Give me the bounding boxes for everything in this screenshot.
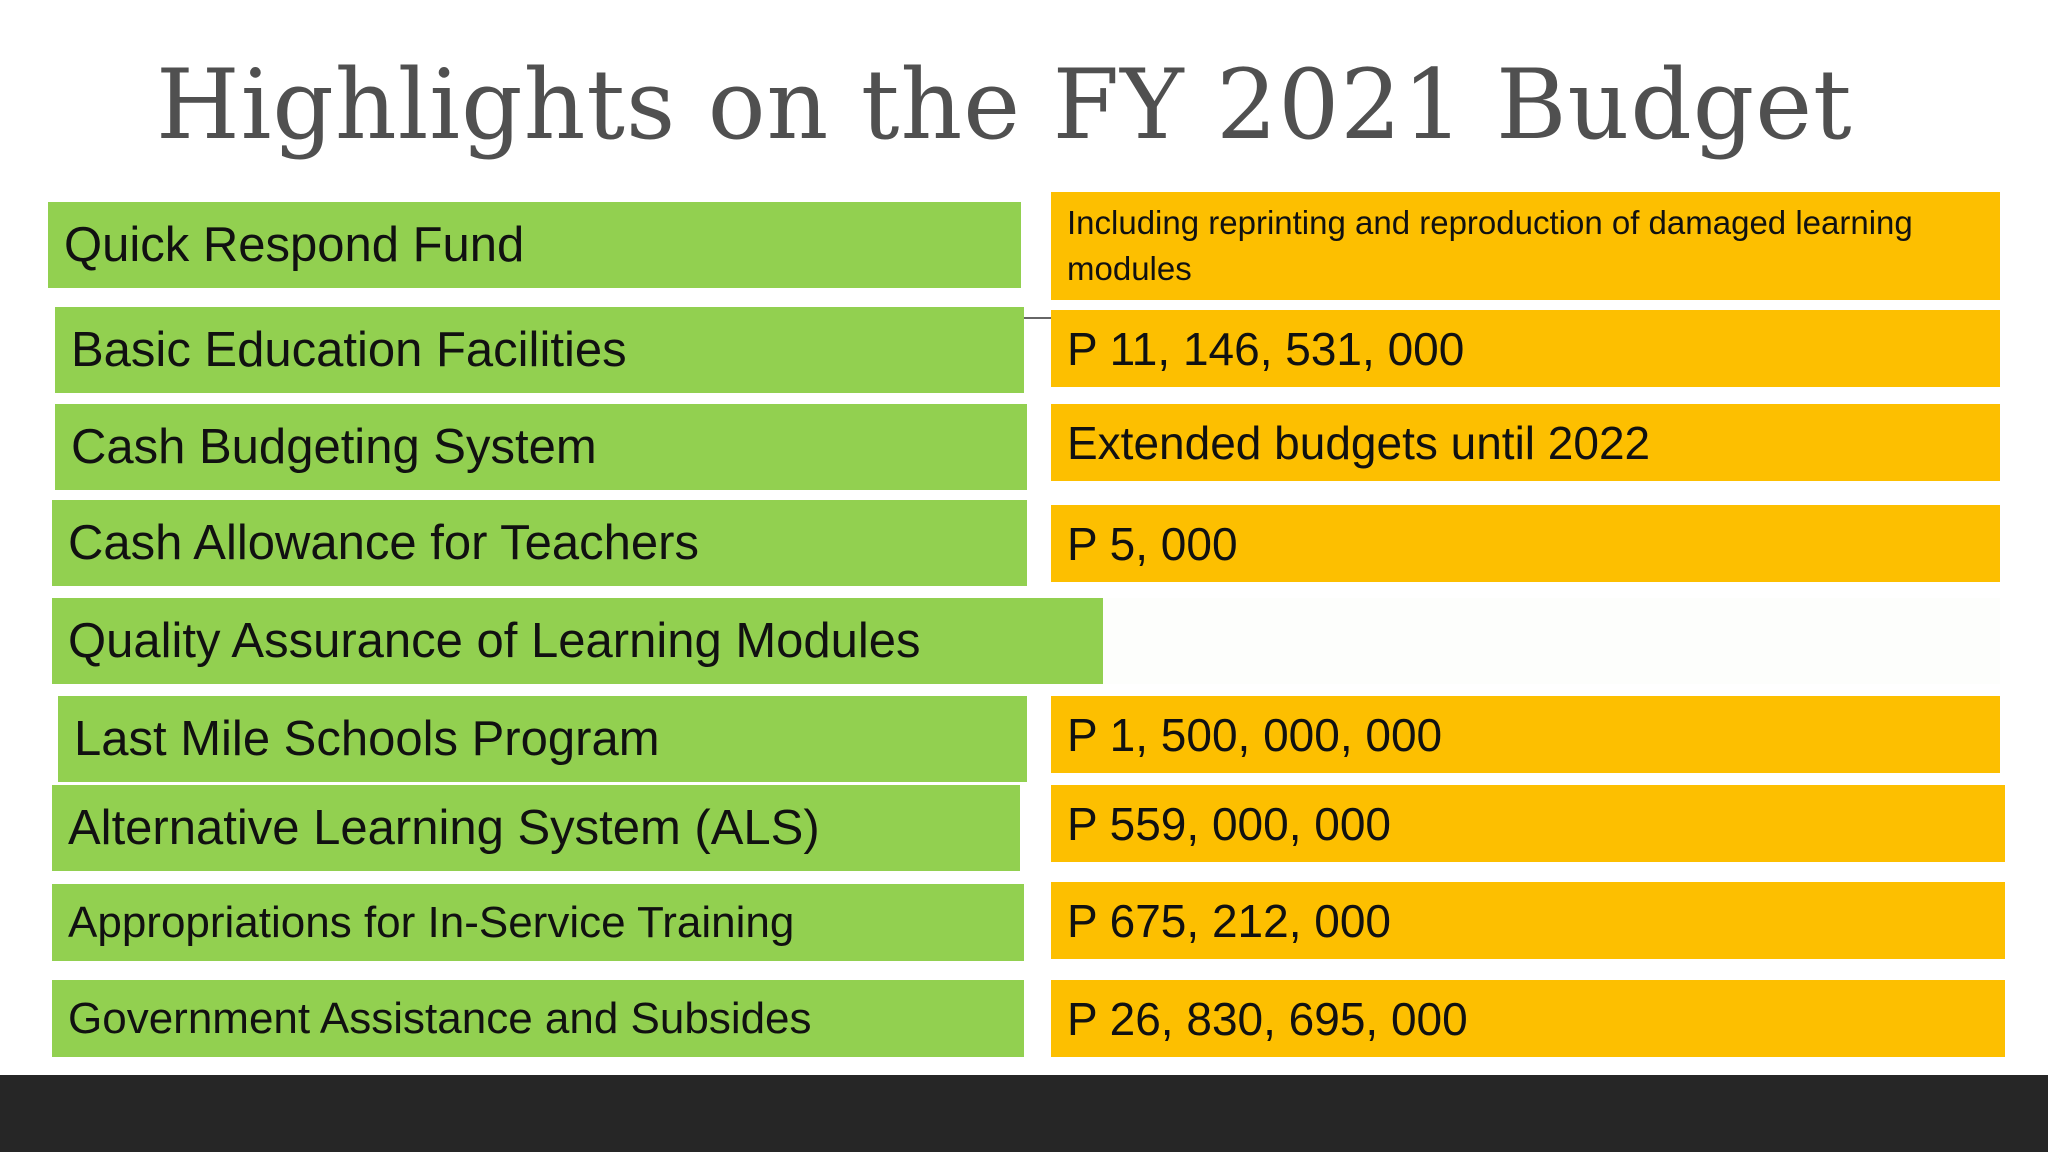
detail-value: P 5, 000 (1067, 517, 1238, 570)
detail-value: P 11, 146, 531, 000 (1067, 322, 1465, 375)
program-label: Alternative Learning System (ALS) (68, 801, 820, 855)
program-label: Cash Allowance for Teachers (68, 516, 699, 570)
footer-bar (0, 1075, 2048, 1152)
program-label: Government Assistance and Subsides (68, 993, 812, 1043)
program-label: Cash Budgeting System (71, 420, 597, 474)
program-box (55, 307, 1024, 393)
detail-value: Including reprinting and reproduction of damaged learning modules (1067, 204, 1913, 287)
program-box (52, 500, 1027, 586)
program-box (52, 598, 1103, 684)
detail-box (1051, 785, 2005, 862)
program-label: Basic Education Facilities (71, 323, 627, 377)
detail-value: Extended budgets until 2022 (1067, 416, 1651, 469)
detail-box (1051, 882, 2005, 959)
detail-box (1051, 696, 2000, 773)
program-box (52, 884, 1024, 961)
detail-box (1051, 404, 2000, 481)
program-label: Quick Respond Fund (64, 218, 525, 272)
program-label: Quality Assurance of Learning Modules (68, 614, 921, 668)
detail-box (1051, 505, 2000, 582)
connector-line (1024, 317, 1051, 319)
detail-value: P 26, 830, 695, 000 (1067, 992, 1468, 1045)
detail-value: P 559, 000, 000 (1067, 797, 1391, 850)
program-box (52, 785, 1020, 871)
program-label: Appropriations for In-Service Training (68, 897, 795, 947)
detail-box (1051, 310, 2000, 387)
detail-box (1051, 980, 2005, 1057)
empty-detail-area (1103, 598, 2000, 684)
detail-value: P 675, 212, 000 (1067, 894, 1391, 947)
program-box (58, 696, 1027, 782)
detail-box (1051, 192, 2000, 300)
program-box (48, 202, 1021, 288)
detail-value: P 1, 500, 000, 000 (1067, 708, 1443, 761)
program-box (52, 980, 1024, 1057)
program-label: Last Mile Schools Program (74, 712, 660, 766)
program-box (55, 404, 1027, 490)
slide-title: Highlights on the FY 2021 Budget (156, 49, 1853, 161)
